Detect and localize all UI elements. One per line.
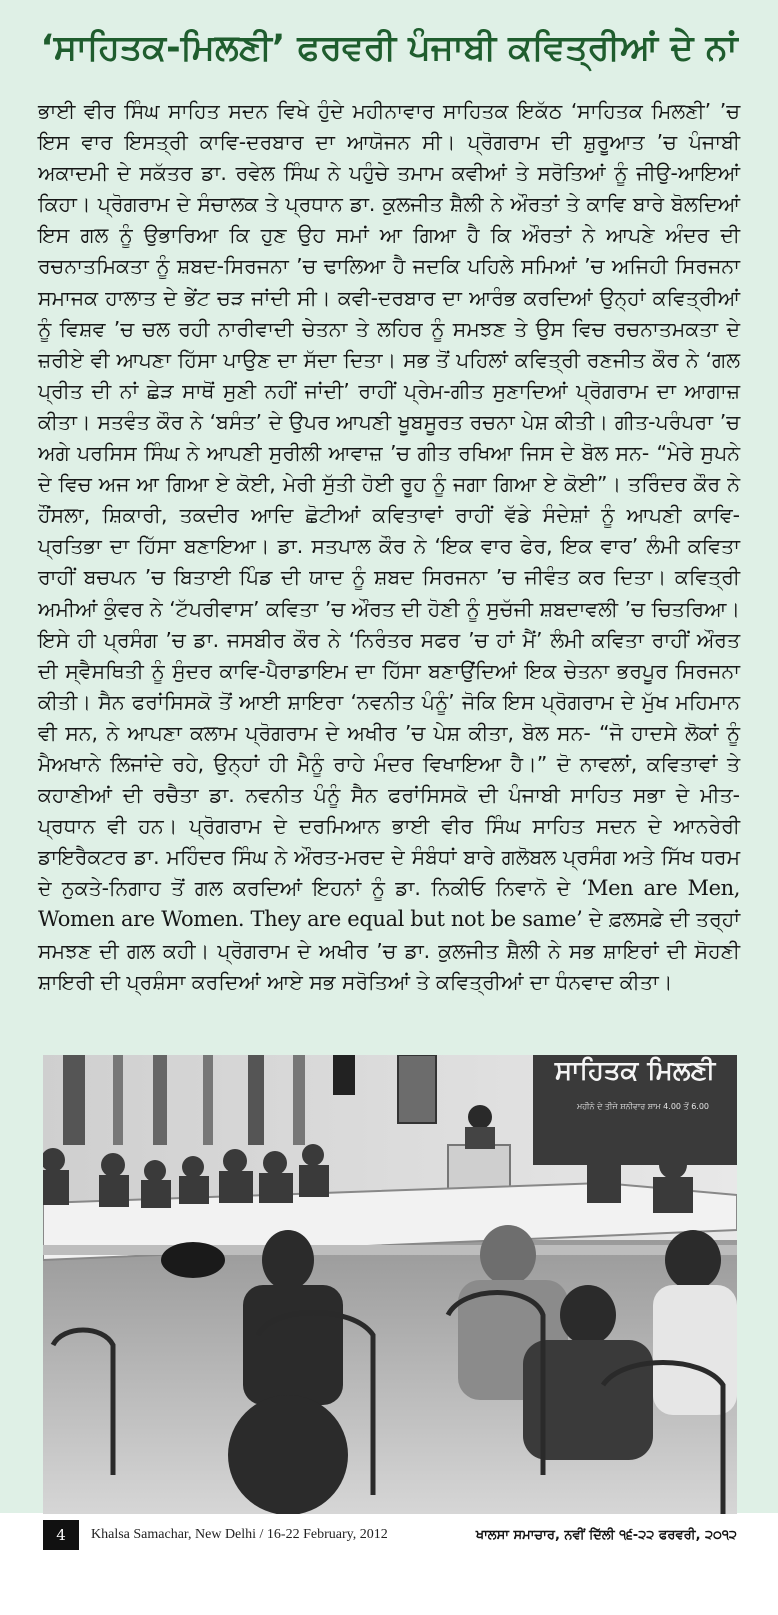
publication-info-english: Khalsa Samachar, New Delhi / 16-22 February, 2012: [91, 1527, 388, 1542]
page-number: 4: [43, 1520, 79, 1550]
publication-info-punjabi: ਖਾਲਸਾ ਸਮਾਚਾਰ, ਨਵੀਂ ਦਿੱਲੀ ੧੬-੨੨ ਫਰਵਰੀ, ੨੦੧੨: [475, 1527, 737, 1543]
english-quote: ‘Men are Men, Women are Women. They are equal but not be same’: [38, 876, 740, 932]
page-footer: [43, 1518, 737, 1552]
article-body: [38, 96, 740, 998]
event-photo: [43, 1055, 737, 1514]
article-body-ending: ਦੇ ਫ਼ਲਸਫ਼ੇ ਦੀ ਤਰ੍ਹਾਂ ਸਮਝਣ ਦੀ ਗਲ ਕਹੀ। ਪ੍ਰੋਗਰਾਮ ਦੇ ਅਖੀਰ ’ਚ ਡਾ. ਕੁਲਜੀਤ ਸ਼ੈਲੀ ਨੇ ਸਭ ਸ਼ਾਇਰਾਂ ਦੀ ਸੋਹਣੀ ਸ਼ਾਇਰੀ ਦੀ ਪ੍ਰਸ਼ੰਸਾ ਕਰਦਿਆਂ ਆਏ ਸਭ ਸਰੋਤਿਆਂ ਤੇ ਕਵਿਤ੍ਰੀਆਂ ਦਾ ਧੰਨਵਾਦ ਕੀਤਾ।: [38, 907, 741, 994]
article-title: ‘ਸਾਹਿਤਕ-ਮਿਲਣੀ’ ਫਰਵਰੀ ਪੰਜਾਬੀ ਕਵਿਤ੍ਰੀਆਂ ਦੇ ਨਾਂ: [40, 28, 738, 68]
banner-subtext: ਮਹੀਨੇ ਦੇ ਤੀਜੇ ਸ਼ਨੀਵਾਰ ਸ਼ਾਮ 4.00 ਤੋਂ 6.00: [576, 1102, 710, 1111]
article-body-text: ਭਾਈ ਵੀਰ ਸਿੰਘ ਸਾਹਿਤ ਸਦਨ ਵਿਖੇ ਹੁੰਦੇ ਮਹੀਨਾਵਾਰ ਸਾਹਿਤਕ ਇਕੱਠ ‘ਸਾਹਿਤਕ ਮਿਲਣੀ’ ’ਚ ਇਸ ਵਾਰ ਇਸਤ੍ਰੀ ਕਾਵਿ-ਦਰਬਾਰ ਦਾ ਆਯੋਜਨ ਸੀ। ਪ੍ਰੋਗਰਾਮ ਦੀ ਸ਼ੁਰੂਆਤ ’ਚ ਪੰਜਾਬੀ ਅਕਾਦਮੀ ਦੇ ਸਕੱਤਰ ਡਾ. ਰਵੇਲ ਸਿੰਘ ਨੇ ਪਹੁੰਚੇ ਤਮਾਮ ਕਵੀਆਂ ਤੇ ਸਰੋਤਿਆਂ ਨੂੰ ਜੀਉ-ਆਇਆਂ ਕਿਹਾ। ਪ੍ਰੋਗਰਾਮ ਦੇ ਸੰਚਾਲਕ ਤੇ ਪ੍ਰਧਾਨ ਡਾ. ਕੁਲਜੀਤ ਸ਼ੈਲੀ ਨੇ ਔਰਤਾਂ ਤੇ ਕਾਵਿ ਬਾਰੇ ਬੋਲਦਿਆਂ ਇਸ ਗਲ ਨੂੰ ਉਭਾਰਿਆ ਕਿ ਹੁਣ ਉਹ ਸਮਾਂ ਆ ਗਿਆ ਹੈ ਕਿ ਔਰਤਾਂ ਨੇ ਆਪਣੇ ਅੰਦਰ ਦੀ ਰਚਨਾਤਮਿਕਤਾ ਨੂੰ ਸ਼ਬਦ-ਸਿਰਜਨਾ ’ਚ ਢਾਲਿਆ ਹੈ ਜਦਕਿ ਪਹਿਲੇ ਸਮਿਆਂ ’ਚ ਅਜਿਹੀ ਸਿਰਜਨਾ ਸਮਾਜਕ ਹਾਲਾਤ ਦੇ ਭੇਂਟ ਚੜ ਜਾਂਦੀ ਸੀ। ਕਵੀ-ਦਰਬਾਰ ਦਾ ਆਰੰਭ ਕਰਦਿਆਂ ਉਨ੍ਹਾਂ ਕਵਿਤ੍ਰੀਆਂ ਨੂੰ ਵਿਸ਼ਵ ’ਚ ਚਲ ਰਹੀ ਨਾਰੀਵਾਦੀ ਚੇਤਨਾ ਤੇ ਲਹਿਰ ਨੂੰ ਸਮਝਣ ਤੇ ਉਸ ਵਿਚ ਰਚਨਾਤਮਕਤਾ ਦੇ ਜ਼ਰੀਏ ਵੀ ਆਪਣਾ ਹਿੱਸਾ ਪਾਉਣ ਦਾ ਸੱਦਾ ਦਿਤਾ। ਸਭ ਤੋਂ ਪਹਿਲਾਂ ਕਵਿਤ੍ਰੀ ਰਣਜੀਤ ਕੌਰ ਨੇ ‘ਗਲ ਪ੍ਰੀਤ ਦੀ ਨਾਂ ਛੇੜ ਸਾਥੋਂ ਸੁਣੀ ਨਹੀਂ ਜਾਂਦੀ’ ਰਾਹੀਂ ਪ੍ਰੇਮ-ਗੀਤ ਸੁਣਾਦਿਆਂ ਪ੍ਰੋਗਰਾਮ ਦਾ ਆਗਾਜ਼ ਕੀਤਾ। ਸਤਵੰਤ ਕੌਰ ਨੇ ‘ਬਸੰਤ’ ਦੇ ਉਪਰ ਆਪਣੀ ਖੂਬਸੂਰਤ ਰਚਨਾ ਪੇਸ਼ ਕੀਤੀ। ਗੀਤ-ਪਰੰਪਰਾ ’ਚ ਅਗੇ ਪਰਸਿਸ ਸਿੰਘ ਨੇ ਆਪਣੀ ਸੁਰੀਲੀ ਆਵਾਜ਼ ’ਚ ਗੀਤ ਰਖਿਆ ਜਿਸ ਦੇ ਬੋਲ ਸਨ- “ਮੇਰੇ ਸੁਪਨੇ ਦੇ ਵਿਚ ਅਜ ਆ ਗਿਆ ਏ ਕੋਈ, ਮੇਰੀ ਸੁੱਤੀ ਹੋਈ ਰੂਹ ਨੂੰ ਜਗਾ ਗਿਆ ਏ ਕੋਈ”। ਤਰਿੰਦਰ ਕੌਰ ਨੇ ਹੌਂਸਲਾ, ਸ਼ਿਕਾਰੀ, ਤਕਦੀਰ ਆਦਿ ਛੋਟੀਆਂ ਕਵਿਤਾਵਾਂ ਰਾਹੀਂ ਵੱਡੇ ਸੰਦੇਸ਼ਾਂ ਨੂੰ ਆਪਣੀ ਕਾਵਿ-ਪ੍ਰਤਿਭਾ ਦਾ ਹਿੱਸਾ ਬਣਾਇਆ। ਡਾ. ਸਤਪਾਲ ਕੌਰ ਨੇ ‘ਇਕ ਵਾਰ ਫੇਰ, ਇਕ ਵਾਰ’ ਲੰਮੀ ਕਵਿਤਾ ਰਾਹੀਂ ਬਚਪਨ ’ਚ ਬਿਤਾਈ ਪਿੰਡ ਦੀ ਯਾਦ ਨੂੰ ਸ਼ਬਦ ਸਿਰਜਨਾ ’ਚ ਜੀਵੰਤ ਕਰ ਦਿਤਾ। ਕਵਿਤ੍ਰੀ ਅਮੀਆਂ ਕੁੰਵਰ ਨੇ ‘ਟੱਪਰੀਵਾਸ’ ਕਵਿਤਾ ’ਚ ਔਰਤ ਦੀ ਹੋਣੀ ਨੂੰ ਸੁਚੱਜੀ ਸ਼ਬਦਾਵਲੀ ’ਚ ਚਿਤਰਿਆ। ਇਸੇ ਹੀ ਪ੍ਰਸੰਗ ’ਚ ਡਾ. ਜਸਬੀਰ ਕੌਰ ਨੇ ‘ਨਿਰੰਤਰ ਸਫਰ ’ਚ ਹਾਂ ਮੈਂ’ ਲੰਮੀ ਕਵਿਤਾ ਰਾਹੀਂ ਔਰਤ ਦੀ ਸ੍ਵੈਸਥਿਤੀ ਨੂੰ ਸੁੰਦਰ ਕਾਵਿ-ਪੈਰਾਡਾਇਮ ਦਾ ਹਿੱਸਾ ਬਣਾਉਂਦਿਆਂ ਇਕ ਚੇਤਨਾ ਭਰਪੂਰ ਸਿਰਜਨਾ ਕੀਤੀ। ਸੈਨ ਫਰਾਂਸਿਸਕੋ ਤੋਂ ਆਈ ਸ਼ਾਇਰਾ ‘ਨਵਨੀਤ ਪੰਨੂੰ’ ਜੋਕਿ ਇਸ ਪ੍ਰੋਗਰਾਮ ਦੇ ਮੁੱਖ ਮਹਿਮਾਨ ਵੀ ਸਨ, ਨੇ ਆਪਣਾ ਕਲਾਮ ਪ੍ਰੋਗਰਾਮ ਦੇ ਅਖੀਰ ’ਚ ਪੇਸ਼ ਕੀਤਾ, ਬੋਲ ਸਨ- “ਜੋ ਹਾਦਸੇ ਲੋਕਾਂ ਨੂੰ ਮੈਅਖਾਨੇ ਲਿਜਾਂਦੇ ਰਹੇ, ਉਨ੍ਹਾਂ ਹੀ ਮੈਨੂੰ ਰਾਹੇ ਮੰਦਰ ਵਿਖਾਇਆ ਹੈ।” ਦੋ ਨਾਵਲਾਂ, ਕਵਿਤਾਵਾਂ ਤੇ ਕਹਾਣੀਆਂ ਦੀ ਰਚੈਤਾ ਡਾ. ਨਵਨੀਤ ਪੰਨੂੰ ਸੈਨ ਫਰਾਂਸਿਸਕੋ ਦੀ ਪੰਜਾਬੀ ਸਾਹਿਤ ਸਭਾ ਦੇ ਮੀਤ-ਪ੍ਰਧਾਨ ਵੀ ਹਨ। ਪ੍ਰੋਗਰਾਮ ਦੇ ਦਰਮਿਆਨ ਭਾਈ ਵੀਰ ਸਿੰਘ ਸਾਹਿਤ ਸਦਨ ਦੇ ਆਨਰੇਰੀ ਡਾਇਰੈਕਟਰ ਡਾ. ਮਹਿੰਦਰ ਸਿੰਘ ਨੇ ਔਰਤ-ਮਰਦ ਦੇ ਸੰਬੰਧਾਂ ਬਾਰੇ ਗਲੋਬਲ ਪ੍ਰਸੰਗ ਅਤੇ ਸਿੱਖ ਧਰਮ ਦੇ ਨੁਕਤੇ-ਨਿਗਾਹ ਤੋਂ ਗਲ ਕਰਦਿਆਂ ਇਹਨਾਂ ਨੂੰ ਡਾ. ਨਿਕੀਓ ਨਿਵਾਨੋ ਦੇ: [38, 99, 740, 901]
banner-text: ਸਾਹਿਤਕ ਮਿਲਣੀ: [554, 1056, 716, 1086]
